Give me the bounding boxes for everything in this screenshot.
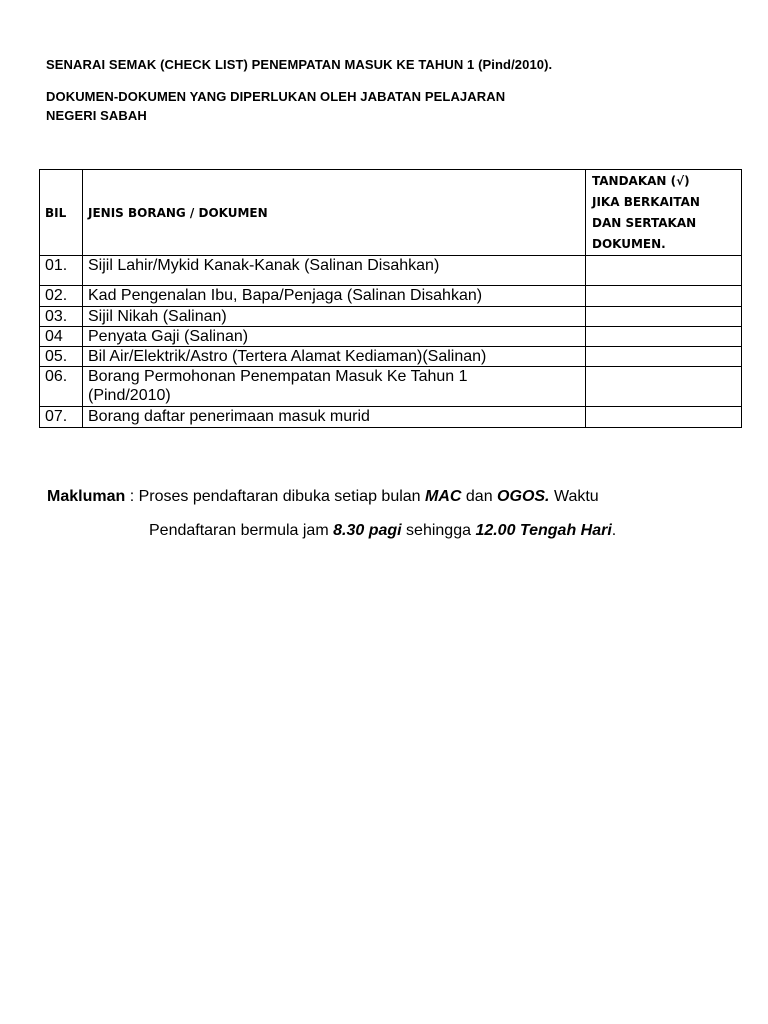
table-row bbox=[40, 367, 742, 407]
note-month-2: OGOS. bbox=[497, 488, 550, 505]
table-header-row bbox=[40, 170, 742, 256]
table-row bbox=[40, 347, 742, 367]
row-tick-box[interactable] bbox=[586, 256, 742, 286]
table-row bbox=[40, 286, 742, 307]
note-text-3: Waktu bbox=[549, 488, 599, 505]
row-dokumen-line-2: (Pind/2010) bbox=[88, 387, 171, 404]
document-subtitle-line-2: NEGERI SABAH bbox=[46, 108, 147, 123]
note-line-1 bbox=[47, 487, 599, 507]
note-time-2: 12.00 Tengah Hari bbox=[475, 522, 612, 539]
row-tick-box[interactable] bbox=[586, 286, 742, 307]
row-dokumen: Kad Pengenalan Ibu, Bapa/Penjaga (Salinan Disahkan) bbox=[83, 286, 586, 307]
row-bil: 01. bbox=[40, 256, 83, 286]
row-dokumen: Borang daftar penerimaan masuk murid bbox=[83, 407, 586, 428]
table-row bbox=[40, 327, 742, 347]
row-tick-box[interactable] bbox=[586, 307, 742, 327]
note-separator: : bbox=[125, 488, 139, 505]
header-tandakan bbox=[586, 170, 742, 256]
note-label: Makluman bbox=[47, 488, 126, 505]
row-tick-box[interactable] bbox=[586, 407, 742, 428]
note-text-6: . bbox=[611, 522, 617, 539]
row-dokumen: Penyata Gaji (Salinan) bbox=[83, 327, 586, 347]
header-tandakan-line-4: DOKUMEN. bbox=[592, 237, 666, 251]
note-text-5: sehingga bbox=[401, 522, 476, 539]
note-time-1: 8.30 pagi bbox=[333, 522, 402, 539]
table-row bbox=[40, 407, 742, 428]
row-bil: 02. bbox=[40, 286, 83, 307]
row-tick-box[interactable] bbox=[586, 367, 742, 407]
note-text-1: Proses pendaftaran dibuka setiap bulan bbox=[138, 488, 426, 505]
row-dokumen bbox=[83, 367, 586, 407]
table-row bbox=[40, 256, 742, 286]
header-tandakan-line-3: DAN SERTAKAN bbox=[592, 216, 697, 230]
row-dokumen: Bil Air/Elektrik/Astro (Tertera Alamat Kediaman)(Salinan) bbox=[83, 347, 586, 367]
row-tick-box[interactable] bbox=[586, 327, 742, 347]
row-bil: 06. bbox=[40, 367, 83, 407]
document-title: SENARAI SEMAK (CHECK LIST) PENEMPATAN MASUK KE TAHUN 1 (Pind/2010). bbox=[46, 57, 553, 72]
header-jenis-borang: JENIS BORANG / DOKUMEN bbox=[83, 170, 586, 256]
row-dokumen: Sijil Lahir/Mykid Kanak-Kanak (Salinan Disahkan) bbox=[83, 256, 586, 286]
row-bil: 03. bbox=[40, 307, 83, 327]
note-text-4: Pendaftaran bermula jam bbox=[149, 522, 334, 539]
row-bil: 04 bbox=[40, 327, 83, 347]
note-line-2 bbox=[149, 521, 616, 541]
row-dokumen: Sijil Nikah (Salinan) bbox=[83, 307, 586, 327]
table-row bbox=[40, 307, 742, 327]
note-text-2: dan bbox=[461, 488, 498, 505]
row-dokumen-line-1: Borang Permohonan Penempatan Masuk Ke Tahun 1 bbox=[88, 368, 468, 385]
checklist-table bbox=[39, 169, 742, 428]
row-bil: 05. bbox=[40, 347, 83, 367]
header-tandakan-line-1: TANDAKAN (√) bbox=[592, 174, 690, 188]
header-bil: BIL bbox=[40, 170, 83, 256]
note-month-1: MAC bbox=[425, 488, 462, 505]
row-bil: 07. bbox=[40, 407, 83, 428]
document-subtitle-line-1: DOKUMEN-DOKUMEN YANG DIPERLUKAN OLEH JABATAN PELAJARAN bbox=[46, 89, 506, 104]
row-tick-box[interactable] bbox=[586, 347, 742, 367]
header-tandakan-line-2: JIKA BERKAITAN bbox=[592, 195, 700, 209]
